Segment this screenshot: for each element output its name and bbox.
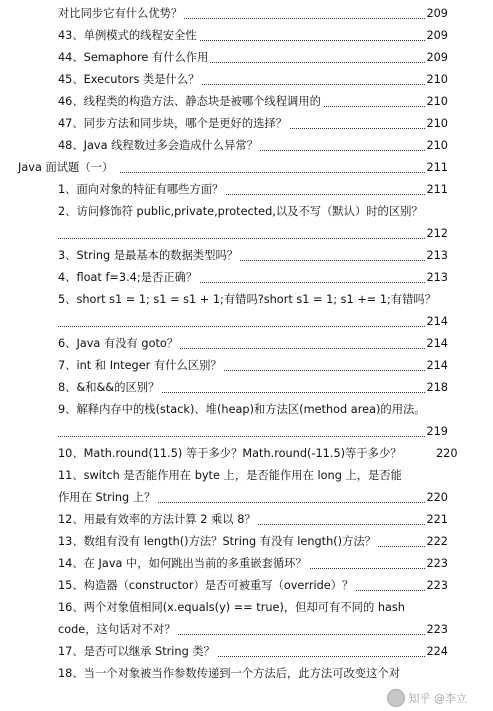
- toc-row-continuation[interactable]: [0, 423, 493, 441]
- toc-row-continuation[interactable]: [0, 489, 493, 507]
- toc-entry-title: 2、访问修饰符 public,private,protected,以及不写（默认）时的区别？: [58, 205, 423, 218]
- toc-section-title: Java 面试题（一）: [18, 159, 115, 177]
- toc-row[interactable]: [0, 93, 493, 111]
- toc-page-number: 210: [425, 137, 448, 155]
- toc-row[interactable]: [0, 27, 493, 45]
- toc-page-number: 219: [425, 423, 448, 441]
- toc-row[interactable]: [0, 5, 493, 23]
- toc-page-number: 223: [425, 555, 448, 573]
- toc-page-number: 214: [425, 313, 448, 331]
- toc-page-number: 220: [435, 445, 458, 463]
- toc-entry-title: 7、int 和 Integer 有什么区别？: [58, 357, 224, 375]
- watermark-text: 知乎 @李立: [408, 692, 467, 705]
- avatar-icon: [387, 689, 405, 707]
- toc-page-number: 209: [425, 49, 448, 67]
- watermark: [387, 689, 468, 707]
- toc-page-number: 214: [425, 335, 448, 353]
- toc-page-number: 210: [425, 71, 448, 89]
- toc-page-number: 223: [425, 577, 448, 595]
- toc-entry-title: 14、在 Java 中，如何跳出当前的多重嵌套循环？: [58, 555, 309, 573]
- toc-row-continuation[interactable]: [0, 621, 493, 639]
- toc-page-number: 224: [425, 643, 448, 661]
- toc-page-number: 218: [425, 379, 448, 397]
- toc-page-number: 210: [425, 93, 448, 111]
- toc-row[interactable]: [0, 401, 493, 419]
- toc-row[interactable]: [0, 203, 493, 221]
- toc-row[interactable]: [0, 511, 493, 529]
- toc-row[interactable]: [0, 291, 493, 309]
- toc-page-number: 212: [425, 225, 448, 243]
- toc-page-number: 213: [425, 247, 448, 265]
- toc-entry-title: 6、Java 有没有 goto？: [58, 335, 180, 353]
- toc-entry-title: 8、&和&&的区别？: [58, 379, 161, 397]
- toc-row[interactable]: [0, 445, 493, 463]
- toc-section-row[interactable]: [0, 159, 493, 177]
- toc-entry-title: 47、同步方法和同步块，哪个是更好的选择？: [58, 115, 289, 133]
- toc-row[interactable]: [0, 335, 493, 353]
- toc-entry-title: 45、Executors 类是什么？: [58, 71, 201, 89]
- toc-row[interactable]: [0, 467, 493, 485]
- toc-entry-title: 对比同步它有什么优势？: [58, 5, 184, 23]
- toc-entry-title: 16、两个对象值相同(x.equals(y) == true)，但却可有不同的 hash: [58, 601, 405, 614]
- toc-entry-title: 48、Java 线程数过多会造成什么异常？: [58, 137, 260, 155]
- toc-row[interactable]: [0, 137, 493, 155]
- toc-entry-title: 13、数组有没有 length()方法？String 有没有 length()方法？: [58, 533, 378, 551]
- toc-entry-title: 44、Semaphore 有什么作用: [58, 49, 210, 67]
- toc-row[interactable]: [0, 555, 493, 573]
- toc-row[interactable]: [0, 181, 493, 199]
- toc-entry-title: 5、short s1 = 1; s1 = s1 + 1;有错吗?short s1 = 1; s1 += 1;有错吗？: [58, 293, 437, 306]
- toc-entry-title: 4、float f=3.4;是否正确？: [58, 269, 199, 287]
- toc-entry-title: 12、用最有效率的方法计算 2 乘以 8？: [58, 511, 258, 529]
- toc-entry-title: 46、线程类的构造方法、静态块是被哪个线程调用的: [58, 93, 323, 111]
- toc-entry-title: 17、是否可以继承 String 类？: [58, 643, 217, 661]
- toc-page-number: 221: [425, 511, 448, 529]
- toc-page-number: 214: [425, 357, 448, 375]
- toc-page-number: 210: [425, 115, 448, 133]
- toc-entry-title: 1、面向对象的特征有哪些方面？: [58, 181, 225, 199]
- toc-page-number: 209: [425, 5, 448, 23]
- toc-row[interactable]: [0, 599, 493, 617]
- toc-row[interactable]: [0, 665, 493, 683]
- toc-row[interactable]: [0, 49, 493, 67]
- toc-page-number: 209: [425, 27, 448, 45]
- toc-row-continuation[interactable]: [0, 225, 493, 243]
- toc-entry-title: code，这句话对不对？: [58, 621, 178, 639]
- toc-row[interactable]: [0, 357, 493, 375]
- toc-row[interactable]: [0, 71, 493, 89]
- toc-entry-title: 43、单例模式的线程安全性: [58, 27, 199, 45]
- toc-page-number: 222: [425, 533, 448, 551]
- toc-entry-title: 15、构造器（constructor）是否可被重写（override）？: [58, 577, 355, 595]
- toc-entry-title: 10、Math.round(11.5) 等于多少？Math.round(-11.5)等于多少？: [58, 447, 402, 460]
- toc-page-number: 223: [425, 621, 448, 639]
- toc-page-number: 211: [425, 181, 448, 199]
- toc-entry-title: 9、解释内存中的栈(stack)、堆(heap)和方法区(method area)的用法。: [58, 403, 426, 416]
- toc-row[interactable]: [0, 577, 493, 595]
- toc-row[interactable]: [0, 533, 493, 551]
- toc-row[interactable]: [0, 643, 493, 661]
- toc-entry-title: 3、String 是最基本的数据类型吗？: [58, 247, 240, 265]
- toc-row[interactable]: [0, 269, 493, 287]
- toc-page-number: 211: [425, 159, 448, 177]
- toc-entry-title: 11、switch 是否能作用在 byte 上，是否能作用在 long 上，是否能: [58, 469, 402, 482]
- toc-entry-title: 作用在 String 上？: [58, 489, 157, 507]
- toc-page-number: 220: [425, 489, 448, 507]
- toc-row[interactable]: [0, 379, 493, 397]
- toc-entry-title: 18、当一个对象被当作参数传递到一个方法后，此方法可改变这个对: [58, 667, 400, 680]
- toc-row-continuation[interactable]: [0, 313, 493, 331]
- toc-row[interactable]: [0, 247, 493, 265]
- toc-page-number: 213: [425, 269, 448, 287]
- toc-row[interactable]: [0, 115, 493, 133]
